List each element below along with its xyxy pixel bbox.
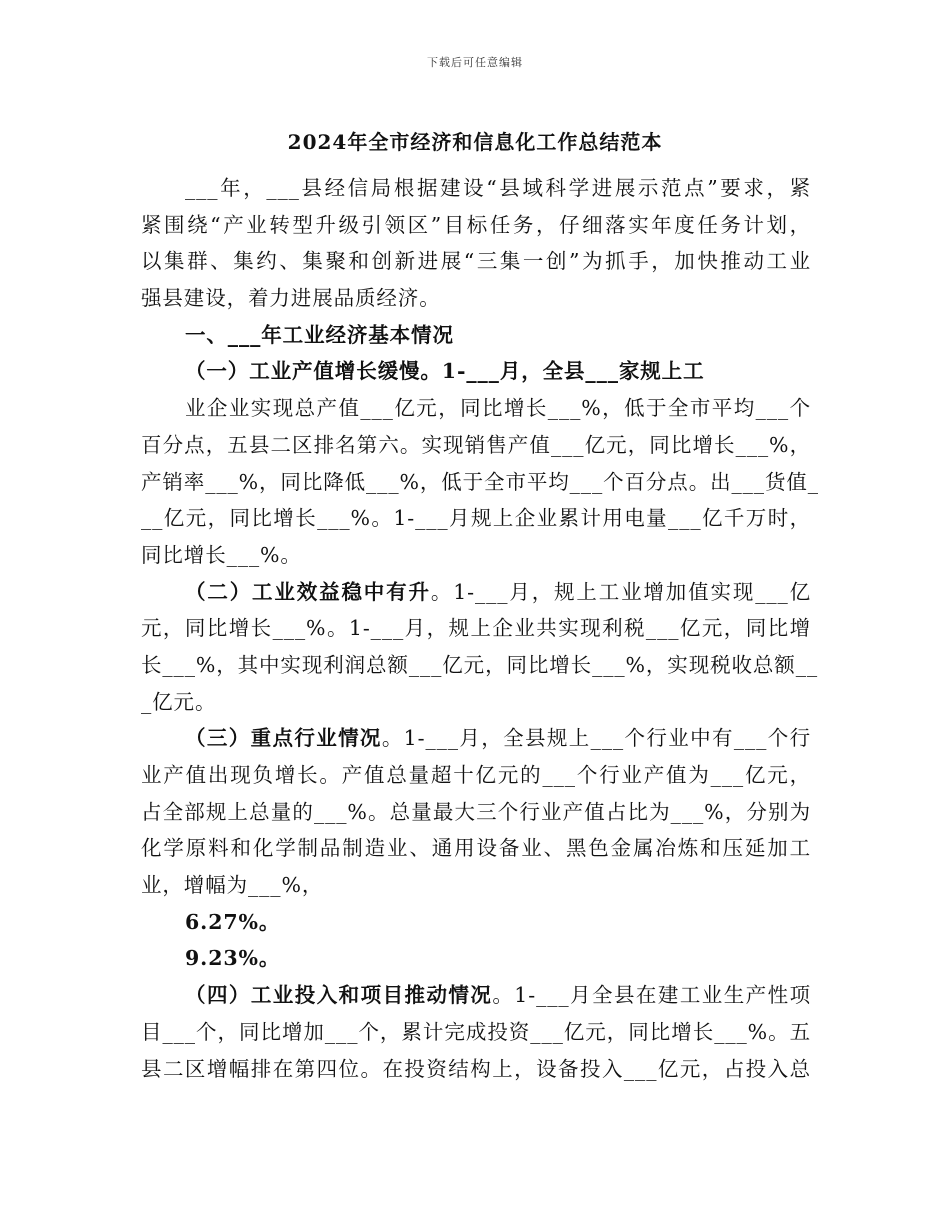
document-title: 2024年全市经济和信息化工作总结范本: [287, 130, 663, 154]
document-body: [141, 170, 819, 1087]
subsection-2-text: 。1-___月，规上工业增加值实现___亿: [430, 579, 811, 604]
subsection-heading-2: （二）工业效益稳中有升: [185, 579, 431, 604]
subsection-2-line: 元，同比增长___%。1-___月，规上企业共实现利税___亿元，同比增: [141, 616, 811, 641]
percent-line: 9.23%。: [185, 946, 281, 971]
intro-line: 以集群、集约、集聚和创新进展“三集一创”为抓手，加快推动工业: [141, 249, 811, 274]
subsection-1-line: 百分点，五县二区排名第六。实现销售产值___亿元，同比增长___%，: [141, 432, 811, 457]
subsection-3-line: 业产值出现负增长。产值总量超十亿元的___个行业产值为___亿元，: [141, 763, 811, 787]
section-heading-1: 一、___年工业经济基本情况: [185, 322, 454, 347]
subsection-1-line: __亿元，同比增长___%。1-___月规上企业累计用电量___亿千万时，: [141, 506, 811, 531]
subsection-3-line: 化学原料和化学制品制造业、通用设备业、黑色金属冶炼和压延加工: [141, 836, 811, 861]
subsection-2-line: _亿元。: [141, 689, 217, 714]
subsection-1-line: 产销率___%，同比降低___%，低于全市平均___个百分点。出___货值_: [141, 469, 819, 494]
subsection-1-line: 业企业实现总产值___亿元，同比增长___%，低于全市平均___个: [185, 396, 811, 421]
subsection-heading-3: （三）重点行业情况: [185, 726, 382, 751]
subsection-3-text: 。1-___月，全县规上___个行业中有___个行: [381, 726, 812, 751]
subsection-heading-4: （四）工业投入和项目推动情况: [185, 983, 493, 1008]
intro-line: 强县建设，着力进展品质经济。: [141, 286, 441, 311]
subsection-2-first-line: [141, 574, 811, 611]
subsection-1-line: 同比增长___%。: [141, 542, 302, 567]
subsection-heading-1: （一）工业产值增长缓慢。1-___月，全县___家规上工: [185, 359, 705, 384]
intro-line: 紧围绕“产业转型升级引领区”目标任务，仔细落实年度任务计划，: [141, 212, 811, 237]
subsection-4-first-line: [141, 977, 811, 1014]
subsection-4-text: 。1-___月全县在建工业生产性项: [492, 983, 811, 1008]
intro-line: ___年，___县经信局根据建设“县域科学进展示范点”要求，紧: [185, 176, 811, 200]
subsection-3-line: 占全部规上总量的___%。总量最大三个行业产值占比为___%，分别为: [141, 799, 811, 824]
subsection-2-line: 长___%，其中实现利润总额___亿元，同比增长___%，实现税收总额__: [141, 652, 819, 677]
subsection-4-line: 县二区增幅排在第四位。在投资结构上，设备投入___亿元，占投入总: [141, 1056, 811, 1081]
percent-line: 6.27%。: [185, 909, 281, 934]
subsection-3-first-line: [141, 720, 811, 757]
subsection-4-line: 目___个，同比增加___个，累计完成投资___亿元，同比增长___%。五: [141, 1019, 811, 1044]
subsection-3-line: 业，增幅为___%，: [141, 873, 324, 898]
header-note: 下载后可任意编辑: [427, 56, 523, 69]
